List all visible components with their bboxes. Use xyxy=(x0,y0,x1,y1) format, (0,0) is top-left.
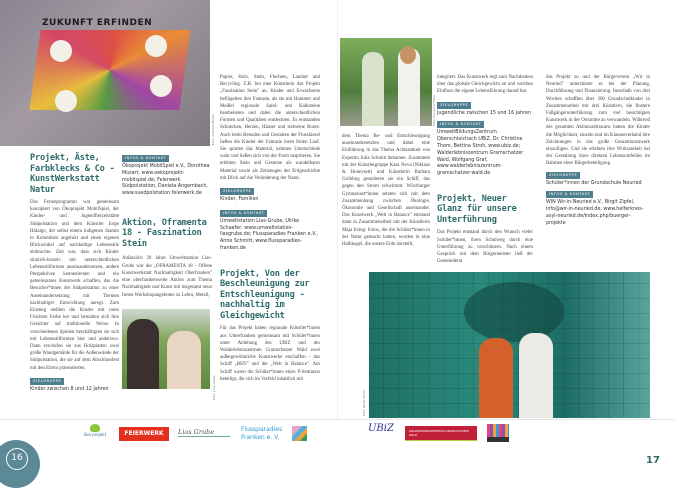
photo-credit: Foto: Christine Thom xyxy=(432,94,436,126)
logo-feierwerk: FEIERWERK xyxy=(119,427,169,441)
logo-lias-grube: Lias Grube xyxy=(178,428,230,437)
logo-walderlebniszentrum: WALDERLEBNISZENTRUM GRAMSCHATZER WALD xyxy=(405,426,477,441)
page-number: 17 xyxy=(646,455,660,466)
target-group-tag: ZIELGRUPPE xyxy=(30,378,64,385)
column-4 xyxy=(342,133,430,248)
photo-credit: Foto: Andreas Müller xyxy=(211,114,215,145)
stone-workshop-photo xyxy=(122,309,210,389)
column-5 xyxy=(437,74,533,266)
photo-credit: Foto: Lias-Grube xyxy=(212,375,216,400)
column-6 xyxy=(546,74,650,228)
article-body: Anlässlich 20 Jahre Umweltstation Lias-Grube war die „OFRAMENTA 18 - Offene Kunstwerkstatt Nachhaltigkeit Oberfranken" eine oberfrankenweite Aktion zum Thema Nachhaltigkeit und Kunst mit insgesamt neun freien Workshopangeboten zu Lehm, Metall, xyxy=(122,256,212,298)
article-body: Papier, Holz, Stein, Flechten, Landart und Recycling. Z.B. bot eine Künstlerin das Projekt „Faszination Stein" an. Kinder und Erwachsene beflügelten ihre Fantasie, als sie mit Hammer und Meißel regionale Sand- und Kalksteine bearbeiteten und dabei die unterschiedlichen Formen und Qualitäten entdeckten. Es entstanden Schnecken, Herzen, Häuser und steinerne Boote. Auch beim Bemalen und Gestalten der Flusskiesel ließen die Kinder der Fantasie ihren freien Lauf. Sie spürten das Material, nahmen Unterschiede wahr und ließen sich von der Form inspirieren. Sie erlebten Stein und Gesteine als wandelbares Material sowie als Zeitzeugen der Erdgeschichte mit Blick auf die Veränderung der Natur. xyxy=(220,75,320,181)
info-contact-text: UmweltBildungsZentrum Oberschleichach UBiZ, Dr. Christine Thom, Bettina Stroh, www.ubiz.de; Walderlebniszentrum Gramschatzer Wald, Wolfgang Graf, www.walderlebniszentrum-gramschatzer-wald.de xyxy=(437,130,524,177)
article-body: dem Thema Be- und Entschleunigung auseinandersetzten und dabei eine Einführung in das Thema Achtsamkeit von Expertin Julia Schmitt bekamen. Zusammen mit der Künstlergruppe Kasa Nova (Niklaus & Honeysett) und Künstlerin Barbara Gröbling gestalteten sie ein Schiff, das gegen den Strom schwimmt. Würzburger Gymnasiast*innen setzten sich mit dem Zusammenhang zwischen Ökologie, Ökonomie und Gesellschaft auseinander. Das Kunstwerk „Welt in Balance" entstand dann in Zusammenarbeit mit der Künstlerin Maja Irsing: Fotos, die die Schüler*innen in der Natur gemacht hatten, wurden in eine Halbkugel, die unsere Erde darstellt, xyxy=(342,134,430,248)
target-group-tag: ZIELGRUPPE xyxy=(220,188,254,195)
target-group-text: Kinder zwischen 8 und 12 Jahren xyxy=(30,386,109,392)
article-headline: Aktion, Oframenta 18 - Faszination Stein xyxy=(122,217,207,249)
page-number: 16 xyxy=(6,448,28,470)
underpass-mural-photo xyxy=(369,272,650,418)
balance-artwork-photo xyxy=(340,38,432,126)
article-headline: Projekt, Äste, Farbklecks & Co - KunstWerkstatt Natur xyxy=(30,153,115,195)
info-contact-text: Ökoprojekt MobilSpiel e.V., Dorothea Mozart, www.oekoprojekt-mobilspiel.de; Feierwerk Südpolstation, Daniela Angembach, www.suedpolstation.feierwerk.de xyxy=(122,164,210,197)
article-body: Das Projekt entstand durch den Wunsch vieler Schüler*innen, ihren Schulweg durch eine Unterführung zu verschönern. Nach einem Gespräch mit dem Bürgermeister ließ der Gemeinderat xyxy=(437,230,533,265)
info-contact-tag: INFOS & KONTAKT xyxy=(437,121,484,128)
logo-ubiz: UBiZ xyxy=(368,423,394,434)
info-contact-tag: INFOS & KONTAKT xyxy=(122,155,169,162)
hero-photo-caption: ZUKUNFT ERFINDEN xyxy=(42,18,153,28)
logo-art-project xyxy=(487,424,509,442)
article-headline: Projekt, Von der Beschleunigung zur Entschleunigung - nachhaltig im Gleichgewicht xyxy=(220,268,310,321)
info-contact-tag: INFOS & KONTAKT xyxy=(220,210,267,217)
target-group-tag: ZIELGRUPPE xyxy=(437,102,471,109)
article-body: Das Ferienprogramm war gemeinsam konzipiert von Ökoprojekt MobilSpiel, der Kinder- und Jugendfreizeitstätte Südpolstation und dem Künstler Jorge Hidalgo, der selbst einem indigenen Stamm in Kolumbien angehört und einen eigenen Blickwinkel auf nachhaltige Lebensstile einbrachte. Ziel war, dass sich Kinder sinnlich-kreativ mit unterschiedlichen Lebensstilformen auseinandersetzen, andere Perspektiven kennenlernen und ein gemeinsames Kunstwerk schaffen, das die Besucher*innen der Südpolstation zu einer Auseinandersetzung mit Themen nachhaltiger Entwicklung anregt. Zum Einstieg stellten die Kinder mit roten Früchten Farbe her und bemalten sich ihre Gesichter auf traditionelle Weise. In verschiedenen Spielen beschäftigten sie sich mit Lebensstilformen hier und anderswo. Dann erschufen sie aus Holzplatten zwei große Wandgemälde für die Außenwände der Südpolstation, die sie auf dem Abschlussfest mit den Eltern präsentierten. xyxy=(30,200,119,371)
target-group-text: Schüler*innen der Grundschule Neuried xyxy=(546,180,642,186)
target-group-text: Jugendliche zwischen 15 und 16 Jahren xyxy=(437,110,531,116)
logo-flussparadies-icon xyxy=(292,426,307,441)
target-group-tag: ZIELGRUPPE xyxy=(546,172,580,179)
article-body: integriert. Das Kunstwerk regt zum Nachdenken über das globale Gleichgewicht an und welchen Einfluss die eigene Lebensführung darauf hat. xyxy=(437,75,533,95)
info-contact-text: Umweltstation Lias-Grube, Ulrike Schaefer, www.umweltstation-liasgrube.de; Flussparadies Franken e.V., Anne Schmitt, www.flussparadies-franken.de xyxy=(220,218,318,252)
article-body: das Projekt zu und der Bürgerverein „Wir in Neuried" unterstützte es bei der Planung, Durchführung und Finanzierung. Innerhalb von drei Wochen schafften über 300 Grundschulkinder in Zusammenarbeit mit drei Künstlern, die finstere Fußgängerunterführung zum viel besichtigten Kunstwerk in der Ortsmitte zu verwandeln. Während des gesamten Aktionszeitraums hatten die Kinder die Möglichkeit, einzeln und im Klassenverband ihre Zeichnungen in das große Gesamtkunstwerk einzufügen. Und sie erlebten ihre Wirksamkeit bei der Gestaltung ihres direkten Lebensumfeldes im Rahmen einer Bürgerbeteiligung. xyxy=(546,75,650,167)
page-number-circle xyxy=(0,440,40,488)
article-body: Für das Projekt haben regionale Künstler*innen aus Unterfranken gemeinsam mit Schüler*innen unter Anleitung des UBiZ und des Walderlebniszentrum Gramschatzer Wald zwei außergewöhnliche Kunstwerke erschaffen - das Schiff „BEN" und die „Welt in Balance". Am Schiff waren die Schüler*innen eines P-Seminars beteiligt, die sich im Vorfeld inhaltlich mit xyxy=(220,326,320,382)
info-contact-tag: INFOS & KONTAKT xyxy=(546,191,593,198)
photo-credit: Foto: Birgit Zipfel xyxy=(362,390,366,416)
logo-flussparadies: Flussparadies Franken e. V. xyxy=(241,426,283,441)
info-contact-text: WIN Wir-in-Neuried e.V., Birgit Zipfel, info@wir-in-neuried.de, www.helferkreis-asyl-neuried.de/index.php/buerger-projekte xyxy=(546,200,644,226)
article-headline: Projekt, Neuer Glanz für unsere Unterführung xyxy=(437,193,517,225)
column-1 xyxy=(30,153,119,394)
hero-photo xyxy=(0,0,210,146)
column-2 xyxy=(122,155,212,389)
logo-oekoprojekt: öko projekt xyxy=(80,424,110,437)
column-3 xyxy=(220,74,320,383)
target-group-text: Kinder, Familien xyxy=(220,197,259,203)
page-gutter xyxy=(337,0,338,419)
footer-divider xyxy=(0,419,675,420)
